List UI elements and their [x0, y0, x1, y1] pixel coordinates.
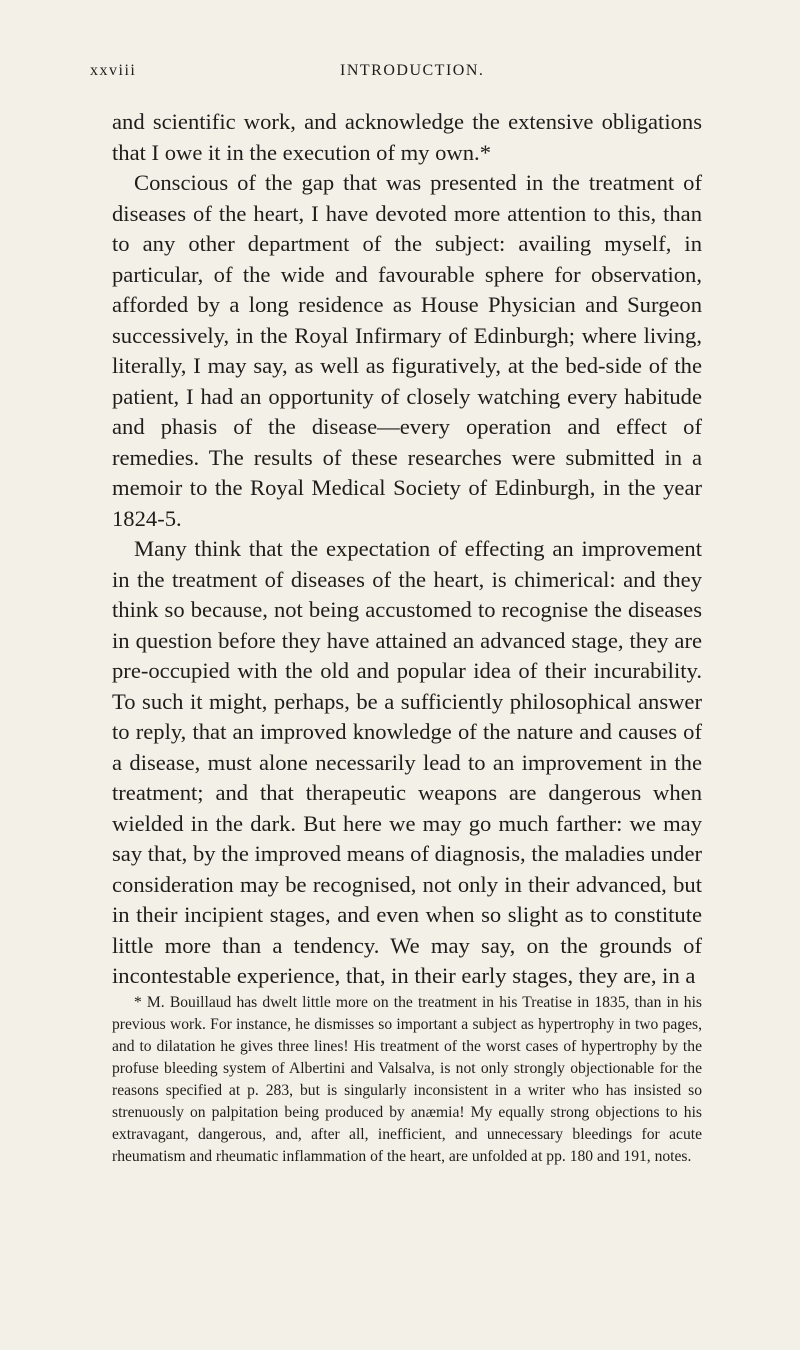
paragraph-improvement-treatment: Many think that the expectation of effecting an improvement in the treatment of diseases of the heart, is chimerical: and they think so because, not being accustomed to recognise the diseases in question before they have attained an advanced stage, they are pre-occupied with the old and popular idea of their incurability. To such it might, perhaps, be a sufficiently philosophical answer to reply, that an improved knowledge of the nature and causes of a disease, must alone necessarily lead to an improvement in the treatment; and that therapeutic weapons are dangerous when wielded in the dark. But here we may go much farther: we may say that, by the improved means of diagnosis, the maladies under consideration may be recognised, not only in their advanced, but in their incipient stages, and even when so slight as to constitute little more than a tendency. We may say, on the grounds of incontestable experience, that, in their early stages, they are, in a [112, 536, 702, 988]
paragraph-heart-diseases-study: Conscious of the gap that was presented in the treatment of diseases of the heart, I have devoted more attention to this, than to any other department of the subject: availing myself, in particular, of the wide and favourable sphere for observation, afforded by a long residence as House Physician and Surgeon successively, in the Royal Infirmary of Edinburgh; where living, literally, I may say, as well as figuratively, at the bed-side of the patient, I had an opportunity of closely watching every habitude and phasis of the disease—every operation and effect of remedies. The results of these researches were submitted in a memoir to the Royal Medical Society of Edinburgh, in the year 1824-5. [112, 170, 702, 531]
body-text [112, 107, 702, 992]
running-title: INTRODUCTION. [340, 62, 485, 79]
paragraph-continuation: and scientific work, and acknowledge the extensive obligations that I owe it in the execution of my own.* [112, 109, 702, 165]
footnote [112, 992, 702, 1168]
footnote-text: * M. Bouillaud has dwelt little more on the treatment in his Treatise in 1835, than in his previous work. For instance, he dismisses so important a subject as hypertrophy in two pages, and to dilatation he gives three lines! His treatment of the worst cases of hypertrophy by the profuse bleeding system of Albertini and Valsalva, is not only strongly objectionable for the reasons specified at p. 283, but is singularly inconsistent in a writer who has insisted so strenuously on palpitation being produced by anæmia! My equally strong objections to his extravagant, dangerous, and, after all, inefficient, and unnecessary bleedings for acute rheumatism and rheumatic inflammation of the heart, are unfolded at pp. 180 and 191, notes. [112, 994, 702, 1165]
page-header [90, 62, 710, 86]
page-number: xxviii [90, 62, 137, 79]
